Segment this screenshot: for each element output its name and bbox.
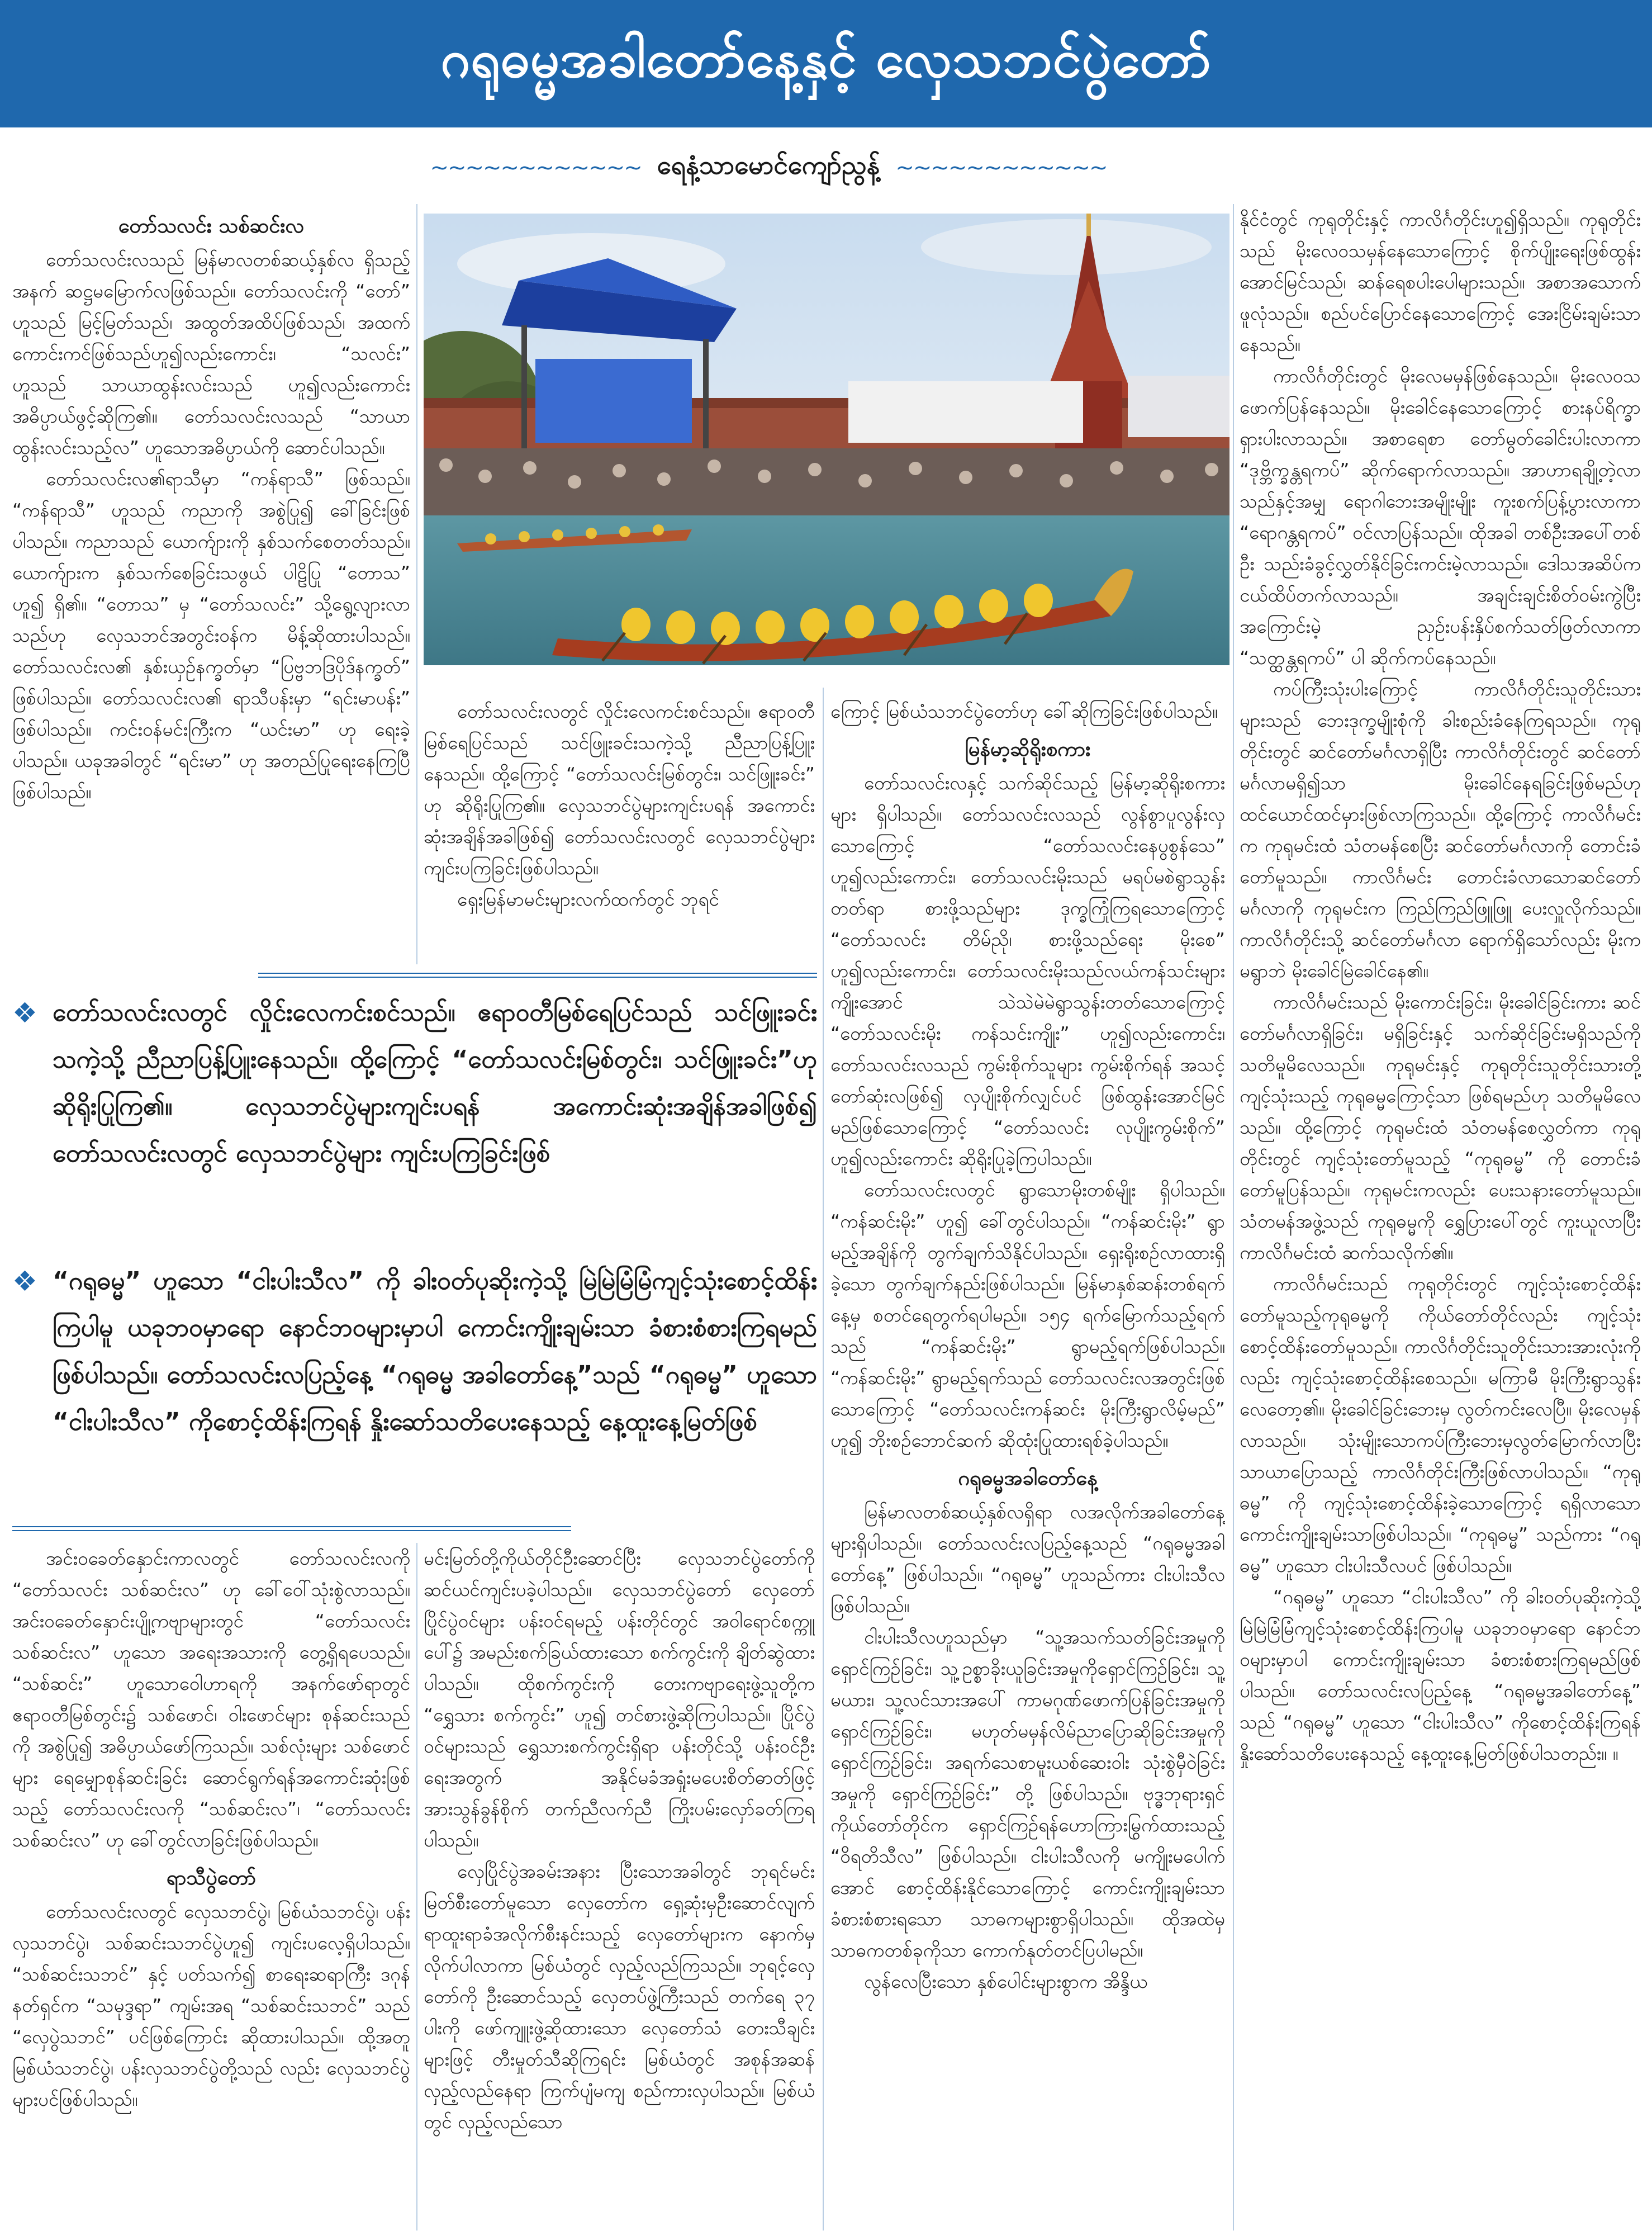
bullet-diamond-icon: ❖ (12, 997, 37, 1029)
headline-banner (0, 0, 1652, 127)
section-heading-season-festival: ရာသီပွဲတော် (166, 1867, 257, 1889)
bottom-column-1 (12, 1543, 410, 2228)
paragraph: “ဂရုဓမ္မ” ဟူသော “ငါးပါးသီလ” ကို ခါးဝတ်ပုဆိုးကဲ့သို့ မြဲမြဲမြံမြံကျင့်သုံးစောင့်ထိန်းကြပါမူ ယခုဘဝမှာရော နောင်ဘဝများမှာပါ ကောင်းကျိုးချမ်းသာ ခံစားစံစားကြရမည်ဖြစ်ပါသည်။ တော်သလင်းလပြည့်နေ့ “ဂရုဓမ္မအခါတော်နေ့” သည် “ဂရုဓမ္မ” ဟူသော “ငါးပါးသီလ” ကိုစောင့်ထိန်းကြရန် နှိုးဆော်သတိပေးနေသည့် နေ့ထူးနေ့မြတ်ဖြစ်ပါသတည်း။ ။ (1240, 1586, 1641, 1764)
callout-text: “ဂရုဓမ္မ” ဟူသော “ငါးပါးသီလ” ကို ခါးဝတ်ပုဆိုးကဲ့သို့ မြဲမြဲမြံမြံကျင့်သုံးစောင့်ထိန်းကြပါမူ ယခုဘဝမှာရော နောင်ဘဝများမှာပါ ကောင်းကျိုးချမ်းသာ ခံစားစံစားကြရမည်ဖြစ်ပါသည်။ တော်သလင်းလပြည့်နေ့ “ဂရုဓမ္မ အခါတော်နေ့”သည် “ဂရုဓမ္မ” ဟူသော “ငါးပါးသီလ” ကိုစောင့်ထိန်းကြရန် နှိုးဆော်သတိပေးနေသည့် နေ့ထူးနေ့မြတ်ဖြစ် (53, 1267, 817, 1436)
bottom-column-2 (424, 1543, 815, 2228)
paragraph: အင်းဝခေတ်နှောင်းကာလတွင် တော်သလင်းလကို “တော်သလင်း သစ်ဆင်းလ” ဟု ခေါ်ဝေါ်သုံးစွဲလာသည်။ အင်းဝခေတ်နှောင်းပျို့ကဗျာများတွင် “တော်သလင်း သစ်ဆင်းလ” ဟူသော အရေးအသားကို တွေ့ရှိရပေသည်။ “သစ်ဆင်း” ဟူသောဝေါဟာရကို အနက်ဖော်ရာတွင် ဧရာဝတီမြစ်တွင်း၌ သစ်ဖောင်၊ ဝါးဖောင်များ စုန်ဆင်းသည်ကို အစွဲပြု၍ အဓိပ္ပာယ်ဖော်ကြသည်။ သစ်လုံးများ သစ်ဖောင်များ ရေမျှောစုန်ဆင်းခြင်း ဆောင်ရွက်ရန်အကောင်းဆုံးဖြစ်သည့် တော်သလင်းလကို “သစ်ဆင်းလ”၊ “တော်သလင်း သစ်ဆင်းလ” ဟု ခေါ်တွင်လာခြင်းဖြစ်ပါသည်။ (12, 1547, 410, 1851)
byline-row (425, 143, 1112, 193)
paragraph: မင်းမြတ်တို့ကိုယ်တိုင်ဦးဆောင်ပြီး လှေသဘင်ပွဲတော်ကို ဆင်ယင်ကျင်းပခဲ့ပါသည်။ လှေသဘင်ပွဲတော် လှေတော်ပြိုင်ပွဲဝင်များ ပန်းဝင်ရမည့် ပန်းတိုင်တွင် အဝါရောင်စက္ကူပေါ်၌ အမည်းစက်ခြယ်ထားသော စက်ကွင်းကို ချိတ်ဆွဲထားပါသည်။ ထိုစက်ကွင်းကို တေးကဗျာရေးဖွဲ့သူတို့က “ရွှေသား စက်ကွင်း” ဟူ၍ တင်စားဖွဲ့ဆိုကြပါသည်။ ပြိုင်ပွဲဝင်များသည် ရွှေသားစက်ကွင်းရှိရာ ပန်းတိုင်သို့ ပန်းဝင်ဦးရေးအတွက် အနိုင်မခံအရှုံးမပေးစိတ်ဓာတ်ဖြင့် အားသွန်ခွန်စိုက် တက်ညီလက်ညီ ကြိုးပမ်းလှော်ခတ်ကြရပါသည်။ (424, 1547, 815, 1851)
paragraph: တော်သလင်းလတွင် ရွာသောမိုးတစ်မျိုး ရှိပါသည်။ “ကန်ဆင်းမိုး” ဟူ၍ ခေါ်တွင်ပါသည်။ “ကန်ဆင်းမိုး” ရွာမည့်အချိန်ကို တွက်ချက်သိနိုင်ပါသည်။ ရှေးရိုးစဉ်လာထားရှိခဲ့သော တွက်ချက်နည်းဖြစ်ပါသည်။ မြန်မာနှစ်ဆန်းတစ်ရက်နေ့မှ စတင်ရေတွက်ရပါမည်။ ၁၅၄ ရက်မြောက်သည့်ရက်သည် “ကန်ဆင်းမိုး” ရွာမည့်ရက်ဖြစ်ပါသည်။ “ကန်ဆင်းမိုး” ရွာမည့်ရက်သည် တော်သလင်းလအတွင်းဖြစ်သောကြောင့် “တော်သလင်းကန်ဆင်း မိုးကြီးရွာလိမ့်မည်” ဟူ၍ ဘိုးစဉ်ဘောင်ဆက် ဆိုထုံးပြုထားရစ်ခဲ့ပါသည်။ (830, 1179, 1225, 1451)
column-divider (416, 204, 417, 964)
page-title: ဂရုဓမ္မအခါတော်နေ့နှင့် လှေသဘင်ပွဲတော် (440, 29, 1212, 89)
paragraph: လွန်လေပြီးသော နှစ်ပေါင်းများစွာက အိန္ဒိယ (864, 1971, 1148, 1992)
paragraph: တော်သလင်းလ၏ရာသီမှာ “ကန်ရာသီ” ဖြစ်သည်။ “ကန်ရာသီ” ဟူသည် ကညာကို အစွဲပြု၍ ခေါ်ခြင်းဖြစ်ပါသည်။ ကညာသည် ယောက်ျားကို နှစ်သက်စေတတ်သည်။ ယောက်ျားက နှစ်သက်စေခြင်းသဖွယ် ပါဠိပြု “တောသ” ဟူ၍ ရှိ၏။ “တောသ” မှ “တော်သလင်း” သို့ရွေ့လျားလာသည်ဟု လှေသဘင်အတွင်းဝန်က မိန့်ဆိုထားပါသည်။ တော်သလင်းလ၏ နှစ်းယှဉ်နက္ခတ်မှာ “ပြဗ္ဗဘဒြပိုဒ်နက္ခတ်” ဖြစ်ပါသည်။ တော်သလင်းလ၏ ရာသီပန်းမှာ “ရင်းမာပန်း” ဖြစ်ပါသည်။ ကင်းဝန်မင်းကြီးက “ယင်းမာ” ဟု ရေးခဲ့ပါသည်။ ယခုအခါတွင် “ရင်းမာ” ဟု အတည်ပြုရေးနေကြပြီဖြစ်ပါသည်။ (12, 468, 410, 803)
section-heading-tawthalin: တော်သလင်း သစ်ဆင်းလ (118, 215, 305, 238)
section-heading-sayings: မြန်မာ့ဆိုရိုးစကား (965, 738, 1091, 761)
column-divider (416, 1543, 417, 2230)
column-4 (1240, 204, 1641, 2228)
paragraph: ကာလိင်္ဂတိုင်းတွင် မိုးလေမမှန်ဖြစ်နေသည်။ မိုးလေဝသဖောက်ပြန်နေသည်။ မိုးခေါင်နေသောကြောင့် စားနပ်ရိက္ခာရှားပါးလာသည်။ အစာရေစာ တော်မွတ်ခေါင်းပါးလာကာ “ဒုဗ္ဘိက္ခန္တရကပ်” ဆိုက်ရောက်လာသည်။ အာဟာရချို့တဲ့လာသည်နှင့်အမျှ ရောဂါဘေးအမျိုးမျိုး ကူးစက်ပြန့်ပွားလာကာ “ရောဂန္တရကပ်” ဝင်လာပြန်သည်။ ထိုအခါ တစ်ဦးအပေါ်တစ်ဦး သည်းခံခွင့်လွှတ်နိုင်ခြင်းကင်းမဲ့လာသည်။ ဒေါသအဆိပ်က ငယ်ထိပ်တက်လာသည်။ အချင်းချင်းစိတ်ဝမ်းကွဲပြီး အကြောင်းမဲ့ ညှဉ်းပန်းနှိပ်စက်သတ်ဖြတ်လာကာ “သတ္ထန္တရကပ်” ပါ ဆိုက်ကပ်နေသည်။ (1240, 365, 1641, 669)
paragraph: ကပ်ကြီးသုံးပါးကြောင့် ကာလိင်္ဂတိုင်းသူတိုင်းသားများသည် ဘေးဒုက္ခမျိုးစုံကို ခါးစည်းခံနေကြရသည်။ ကုရုတိုင်းတွင် ဆင်တော်မင်္ဂလာရှိပြီး ကာလိင်္ဂတိုင်းတွင် ဆင်တော်မင်္ဂလာမရှိ၍သာ မိုးခေါင်နေရခြင်းဖြစ်မည်ဟု ထင်ယောင်ထင်မှားဖြစ်လာကြသည်။ ထို့ကြောင့် ကာလိင်္ဂမင်းက ကုရုမင်းထံ သံတမန်စေပြီး ဆင်တော်မင်္ဂလာကို တောင်းခံတော်မူသည်။ ကာလိင်္ဂမင်း တောင်းခံလာသောဆင်တော်မင်္ဂလာကို ကုရုမင်းက ကြည်ကြည်ဖြူဖြူ ပေးလှူလိုက်သည်။ ကာလိင်္ဂတိုင်းသို့ ဆင်တော်မင်္ဂလာ ရောက်ရှိသော်လည်း မိုးကမရွာဘဲ မိုးခေါင်မြဲခေါင်နေ၏။ (1240, 678, 1641, 982)
column-divider (1233, 204, 1234, 2230)
paragraph: ကာလိင်္ဂမင်းသည် ကုရုတိုင်းတွင် ကျင့်သုံးစောင့်ထိန်းတော်မူသည့်ကုရုဓမ္မကို ကိုယ်တော်တိုင်လည်း ကျင့်သုံးစောင့်ထိန်းတော်မူသည်။ ကာလိင်္ဂတိုင်းသူတိုင်းသားအားလုံးကိုလည်း ကျင့်သုံးစောင့်ထိန်းစေသည်။ မကြာမီ မိုးကြီးရွာသွန်းလေတော့၏။ မိုးခေါင်ခြင်းဘေးမှ လွတ်ကင်းလေပြီ။ မိုးလေမှန်လာသည်။ သုံးမျိုးသောကပ်ကြီးဘေးမှလွတ်မြောက်လာပြီး သာယာပြောသည့် ကာလိင်္ဂတိုင်းကြီးဖြစ်လာပါသည်။ “ကုရုဓမ္မ” ကို ကျင့်သုံးစောင့်ထိန်းခဲ့သောကြောင့် ရရှိလာသော ကောင်းကျိုးချမ်းသာဖြစ်ပါသည်။ “ကုရုဓမ္မ” သည်ကား “ဂရုဓမ္မ” ဟူသော ငါးပါးသီလပင် ဖြစ်ပါသည်။ (1240, 1273, 1641, 1576)
photo-illustration (424, 214, 1229, 665)
dragon-boat-race-photo (424, 214, 1229, 665)
callout-text: တော်သလင်းလတွင် လှိုင်းလေကင်းစင်သည်။ ဧရာဝတီမြစ်ရေပြင်သည် သင်ဖြူးခင်းသကဲ့သို့ ညီညာပြန့်ပြူးနေသည်။ ထို့ကြောင့် “တော်သလင်းမြစ်တွင်း၊ သင်ဖြူးခင်း”ဟု ဆိုရိုးပြုကြ၏။ လှေသဘင်ပွဲများကျင်းပရန် အကောင်းဆုံးအချိန်အခါဖြစ်၍ တော်သလင်းလတွင် လှေသဘင်ပွဲများ ကျင်းပကြခြင်းဖြစ် (53, 998, 817, 1168)
decorative-wave-right: ~~~~~~~~~~~~ (895, 155, 1107, 181)
callout-rule-bottom (12, 1526, 571, 1531)
callout-item-2 (12, 1258, 817, 1521)
paragraph: နိုင်ငံတွင် ကုရုတိုင်းနှင့် ကာလိင်္ဂတိုင်းဟူ၍ရှိသည်။ ကုရုတိုင်းသည် မိုးလေဝသမှန်နေသောကြောင့် စိုက်ပျိုးရေးဖြစ်ထွန်းအောင်မြင်သည်၊ ဆန်ရေစပါးပေါများသည်။ အစာအသောက်ဖူလုံသည်။ စည်ပင်ပြောင်နေသောကြောင့် အေးငြိမ်းချမ်းသာနေသည်။ (1240, 209, 1641, 356)
paragraph: ငါးပါးသီလဟူသည်မှာ “သူ့အသက်သတ်ခြင်းအမှုကို ရှောင်ကြဉ်ခြင်း၊ သူ့ဥစ္စာခိုးယူခြင်းအမှုကိုရှောင်ကြဉ်ခြင်း၊ သူ့မယား၊ သူ့လင်သားအပေါ် ကာမဂုဏ်ဖောက်ပြန်ခြင်းအမှုကို ရှောင်ကြဉ်ခြင်း၊ မဟုတ်မမှန်လိမ်ညာပြောဆိုခြင်းအမှုကို ရှောင်ကြဉ်ခြင်း၊ အရက်သေစာမူးယစ်ဆေးဝါး သုံးစွဲမှီဝဲခြင်းအမှုကို ရှောင်ကြဉ်ခြင်း” တို့ ဖြစ်ပါသည်။ ဗုဒ္ဓဘုရားရှင်ကိုယ်တော်တိုင်က ရှောင်ကြဉ်ရန်ဟောကြားမြွက်ထားသည့် “ဝိရတိသီလ” ဖြစ်ပါသည်။ ငါးပါးသီလကို မကျိုးမပေါက်အောင် စောင့်ထိန်းနိုင်သောကြောင့် ကောင်းကျိုးချမ်းသာ ခံစားစံစားရသော သာဓကများစွာရှိပါသည်။ ထိုအထဲမှ သာဓကတစ်ခုကိုသာ ကောက်နုတ်တင်ပြပါမည်။ (830, 1626, 1225, 1961)
paragraph: ရှေးမြန်မာမင်းများလက်ထက်တွင် ဘုရင် (457, 888, 719, 910)
column-2-upper (424, 696, 815, 959)
paragraph: ကာလိင်္ဂမင်းသည် မိုးကောင်းခြင်း၊ မိုးခေါင်ခြင်းကား ဆင်တော်မင်္ဂလာရှိခြင်း၊ မရှိခြင်းနှင့် သက်ဆိုင်ခြင်းမရှိသည်ကို သတိမူမိလေသည်။ ကုရုမင်းနှင့် ကုရုတိုင်းသူတိုင်းသားတို့ ကျင့်သုံးသည့် ကုရုဓမ္မကြောင့်သာ ဖြစ်ရမည်ဟု သတိမူမိလေသည်။ ထို့ကြောင့် ကုရုမင်းထံ သံတမန်စေလွှတ်ကာ ကုရုတိုင်းတွင် ကျင့်သုံးတော်မူသည့် “ကုရုဓမ္မ” ကို တောင်းခံတော်မူပြန်သည်။ ကုရုမင်းကလည်း ပေးသနားတော်မူသည်။ သံတမန်အဖွဲ့သည် ကုရုဓမ္မကို ရွှေပြားပေါ်တွင် ကူးယူလာပြီး ကာလိင်္ဂမင်းထံ ဆက်သလိုက်၏။ (1240, 991, 1641, 1263)
column-3 (830, 696, 1225, 2228)
callout-rule-top (258, 973, 817, 978)
paragraph: တော်သလင်းလတွင် လှိုင်းလေကင်းစင်သည်။ ဧရာဝတီမြစ်ရေပြင်သည် သင်ဖြူးခင်းသကဲ့သို့ ညီညာပြန့်ပြူးနေသည်။ ထို့ကြောင့် “တော်သလင်းမြစ်တွင်း၊ သင်ဖြူးခင်း” ဟု ဆိုရိုးပြုကြ၏။ လှေသဘင်ပွဲများကျင်းပရန် အကောင်းဆုံးအချိန်အခါဖြစ်၍ တော်သလင်းလတွင် လှေသဘင်ပွဲများ ကျင်းပကြခြင်းဖြစ်ပါသည်။ (424, 700, 815, 879)
decorative-wave-left: ~~~~~~~~~~~~ (430, 155, 642, 181)
paragraph: ကြောင့် မြစ်ယံသဘင်ပွဲတော်ဟု ခေါ်ဆိုကြခြင်းဖြစ်ပါသည်။ (830, 700, 1218, 722)
author-byline: ရေနံ့သာမောင်ကျော်ညွန့် (657, 149, 880, 180)
paragraph: မြန်မာလတစ်ဆယ့်နှစ်လရှိရာ လအလိုက်အခါတော်နေ့များရှိပါသည်။ တော်သလင်းလပြည့်နေ့သည် “ဂရုဓမ္မအခါတော်နေ့” ဖြစ်ပါသည်။ “ဂရုဓမ္မ” ဟူသည်ကား ငါးပါးသီလဖြစ်ပါသည်။ (830, 1501, 1225, 1617)
column-divider (823, 688, 824, 2230)
paragraph: လှေပြိုင်ပွဲအခမ်းအနား ပြီးသောအခါတွင် ဘုရင်မင်းမြတ်စီးတော်မူသော လှေတော်က ရှေ့ဆုံးမှဦးဆောင်လျက် ရာထူးရာခံအလိုက်စီးနင်းသည့် လှေတော်များက နောက်မှလိုက်ပါလာကာ မြစ်ယံတွင် လှည့်လည်ကြသည်။ ဘုရင့်လှေတော်ကို ဦးဆောင်သည့် လှေတပ်ဖွဲ့ကြီးသည် တက်ရေ ၃၇ ပါးကို ဖော်ကျူးဖွဲ့ဆိုထားသော လှေတော်သံ တေးသီချင်းများဖြင့် တီးမှုတ်သီဆိုကြရင်း မြစ်ယံတွင် အစုန်အဆန်လှည့်လည်နေရာ ကြက်ပျံမကျ စည်ကားလှပါသည်။ မြစ်ယံတွင် လှည့်လည်သော (424, 1860, 815, 2133)
bullet-diamond-icon: ❖ (12, 1265, 37, 1297)
pull-quote-box (12, 973, 817, 1532)
paragraph: တော်သလင်းလသည် မြန်မာလတစ်ဆယ့်နှစ်လ ရှိသည့်အနက် ဆဋ္ဌမမြောက်လဖြစ်သည်။ တော်သလင်းကို “တော်” ဟူသည် မြင့်မြတ်သည်၊ အထွတ်အထိပ်ဖြစ်သည်၊ အထက်ကောင်းကင်ဖြစ်သည်ဟူ၍လည်းကောင်း၊ “သလင်း” ဟူသည် သာယာထွန်းလင်းသည် ဟူ၍လည်းကောင်း အဓိပ္ပာယ်ဖွင့်ဆိုကြ၏။ တော်သလင်းလသည် “သာယာထွန်းလင်းသည့်လ” ဟူသောအဓိပ္ပာယ်ကို ဆောင်ပါသည်။ (12, 249, 410, 458)
column-1 (12, 204, 410, 953)
section-heading-garudhamma: ဂရုဓမ္မအခါတော်နေ့ (958, 1467, 1098, 1490)
paragraph: တော်သလင်းလနှင့် သက်ဆိုင်သည့် မြန်မာ့ဆိုရိုးစကားများ ရှိပါသည်။ တော်သလင်းလသည် လွန်စွာပူလွန်းလှသောကြောင့် “တော်သလင်းနေပွစွန်သေ” ဟူ၍လည်းကောင်း၊ တော်သလင်းမိုးသည် မရပ်မစဲရွာသွန်းတတ်ရာ စားဖို့သည်များ ဒုက္ခကြုံကြရသောကြောင့် “တော်သလင်း တိမ်ညို၊ စားဖို့သည်ရေး မိုးစေ” ဟူ၍လည်းကောင်း၊ တော်သလင်းမိုးသည်လယ်ကန်သင်းများကျိုးအောင် သဲသဲမဲမဲရွာသွန်းတတ်သောကြောင့် “တော်သလင်းမိုး ကန်သင်းကျိုး” ဟူ၍လည်းကောင်း၊ တော်သလင်းလသည် ကွမ်းစိုက်သူများ ကွမ်းစိုက်ရန် အသင့်တော်ဆုံးလဖြစ်၍ လှပျိုးစိုက်လျှင်ပင် ဖြစ်ထွန်းအောင်မြင်မည်ဖြစ်သောကြောင့် “တော်သလင်း လုပျိုးကွမ်းစိုက်” ဟူ၍လည်းကောင်း ဆိုရိုးပြုခဲ့ကြပါသည်။ (830, 772, 1225, 1169)
callout-item-1 (12, 989, 817, 1252)
paragraph: တော်သလင်းလတွင် လှေသဘင်ပွဲ၊ မြစ်ယံသဘင်ပွဲ၊ ပန်းလှသဘင်ပွဲ၊ သစ်ဆင်းသဘင်ပွဲဟူ၍ ကျင်းပလေ့ရှိပါသည်။ “သစ်ဆင်းသဘင်” နှင့် ပတ်သက်၍ စာရေးဆရာကြီး ဒဂုန်နတ်ရှင်က “သမုဒ္ဒရာ” ကျမ်းအရ “သစ်ဆင်းသဘင်” သည် “လှေပွဲသဘင်” ပင်ဖြစ်ကြောင်း ဆိုထားပါသည်။ ထို့အတူမြစ်ယံသဘင်ပွဲ၊ ပန်းလှသဘင်ပွဲတို့သည် လည်း လှေသဘင်ပွဲများပင်ဖြစ်ပါသည်။ (12, 1901, 410, 2110)
